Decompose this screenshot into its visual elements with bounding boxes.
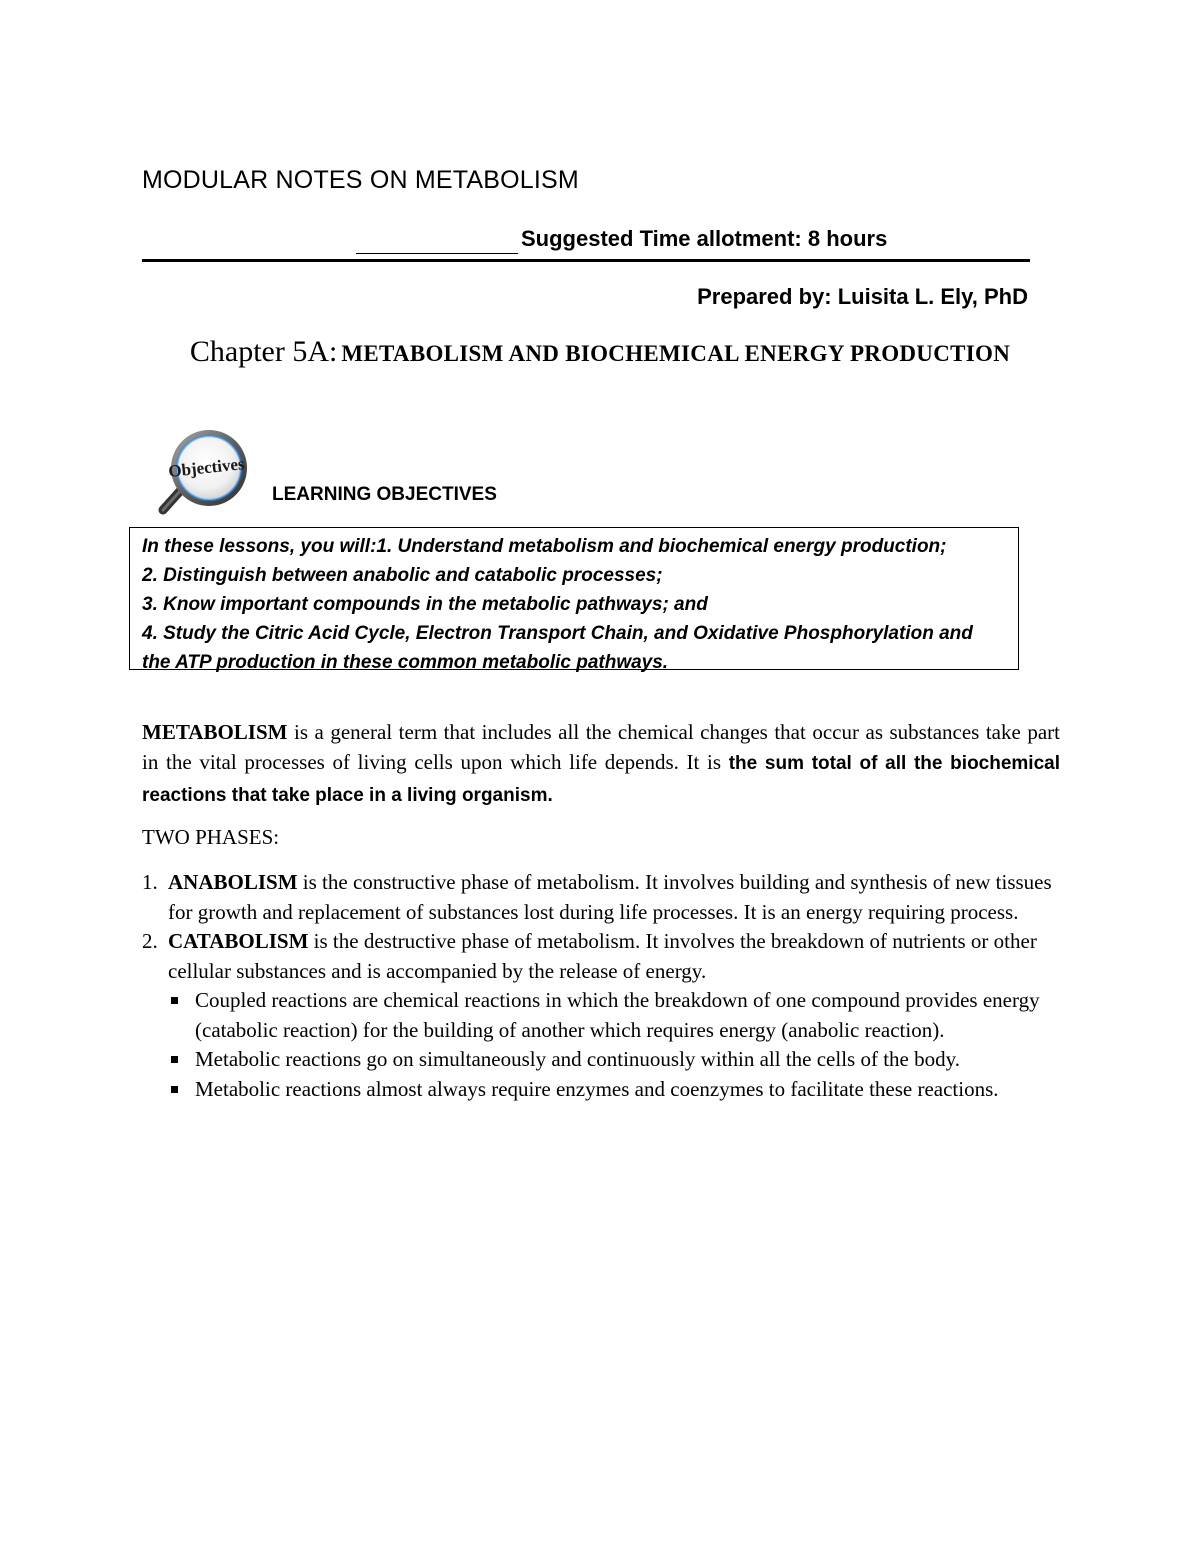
bullet-text: Metabolic reactions go on simultaneously and continuously within all the cells of the body. [195,1047,960,1071]
prepared-by: Prepared by: Luisita L. Ely, PhD [697,284,1028,309]
bullet-text: Coupled reactions are chemical reactions in which the breakdown of one compound provides energy (catabolic reaction) for the building of another which requires energy (anabolic reaction). [195,988,1040,1042]
time-allotment: Suggested Time allotment: 8 hours [521,226,888,251]
phase-item-anabolism [142,868,1060,927]
header-divider [142,259,1030,262]
phase-term: ANABOLISM [168,870,298,894]
objective-line: 3. Know important compounds in the metabolic pathways; and [142,594,708,615]
document-title: MODULAR NOTES ON METABOLISM [142,166,579,194]
phase-text: is the destructive phase of metabolism. It involves the breakdown of nutrients or other cellular substances and is accompanied by the release of energy. [168,929,1037,983]
phases-list [142,868,1060,1104]
list-item [168,986,1060,1045]
square-bullet-icon [171,997,178,1004]
phase-number: 2. [142,929,158,953]
objectives-magnifier-icon [154,424,254,516]
objectives-badge-text: Objectives [167,454,246,481]
chapter-title: METABOLISM AND BIOCHEMICAL ENERGY PRODUCTION [341,341,1011,366]
learning-objectives-heading: LEARNING OBJECTIVES [272,484,497,505]
phases-heading: TWO PHASES: [142,825,280,849]
objective-line: the ATP production in these common metabolic pathways. [142,652,669,673]
objective-line: In these lessons, you will:1. Understand metabolism and biochemical energy production; [142,536,947,557]
objectives-box [129,527,1019,673]
metabolism-text: is a general term that includes all the chemical changes that occur as substances take part in the vital processes of living cells upon which life depends. It is [142,720,1060,774]
objective-line: 4. Study the Citric Acid Cycle, Electron Transport Chain, and Oxidative Phosphorylation and [142,623,973,644]
metabolism-term: METABOLISM [142,720,288,744]
phase-item-catabolism [142,927,1060,1104]
bullet-text: Metabolic reactions almost always require enzymes and coenzymes to facilitate these reactions. [195,1076,999,1101]
phase-text: is the constructive phase of metabolism. It involves building and synthesis of new tissues for growth and replacement of substances lost during life processes. It is an energy requiring process. [168,870,1052,924]
catabolism-bullets [168,986,1060,1104]
metabolism-emphasis: the sum total of all the biochemical reactions that take place in a living organism. [142,753,1060,806]
chapter-label: Chapter 5A: [189,335,338,368]
list-item [168,1045,1060,1075]
phase-term: CATABOLISM [168,929,309,953]
square-bullet-icon [171,1056,178,1063]
list-item [168,1075,1060,1105]
objective-line: 2. Distinguish between anabolic and catabolic processes; [142,565,663,586]
time-allotment-underline [356,253,518,254]
chapter-heading [120,334,1080,375]
phase-number: 1. [142,870,158,894]
metabolism-definition [142,717,1060,811]
square-bullet-icon [171,1086,178,1093]
